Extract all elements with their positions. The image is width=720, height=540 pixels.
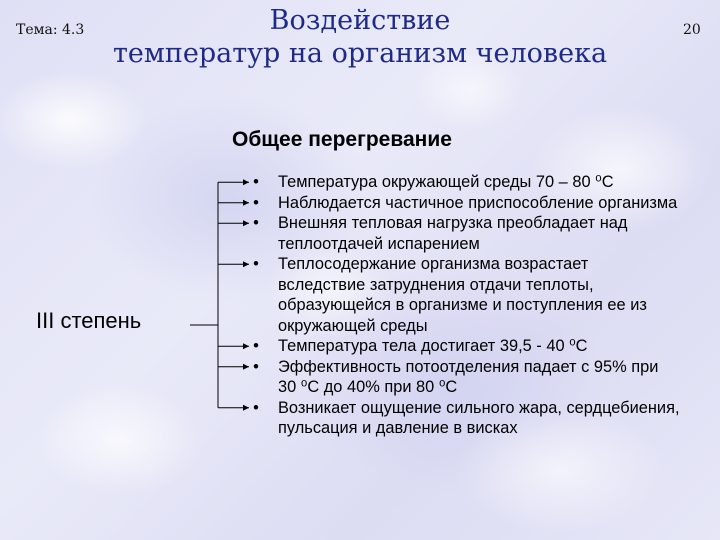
bullet-marker: • bbox=[253, 398, 259, 417]
arrowhead-icon bbox=[243, 405, 249, 411]
bullet-item bbox=[250, 398, 680, 439]
bullet-list bbox=[250, 172, 680, 439]
bullet-item bbox=[250, 172, 680, 193]
bullet-text: Наблюдается частичное приспособление организма bbox=[278, 193, 678, 212]
slide-title-line-2: температур на организм человека bbox=[112, 38, 608, 69]
bullet-text: Температура тела достигает 39,5 - 40 ⁰С bbox=[278, 337, 588, 355]
bullet-marker: • bbox=[253, 214, 259, 232]
bullet-marker: • bbox=[253, 255, 259, 273]
arrowhead-icon bbox=[243, 343, 249, 349]
bullet-item bbox=[250, 357, 680, 398]
bullet-text: Возникает ощущение сильного жара, сердцебиения, пульсация и давление в висках bbox=[278, 398, 680, 437]
arrowhead-icon bbox=[243, 200, 249, 206]
bullet-item bbox=[250, 193, 680, 214]
bullet-item bbox=[250, 254, 680, 336]
bullet-marker: • bbox=[253, 357, 259, 376]
arrowhead-icon bbox=[243, 261, 249, 267]
arrowhead-icon bbox=[243, 364, 249, 370]
slide-title-line-1: Воздействие bbox=[269, 5, 451, 36]
bullet-marker: • bbox=[253, 193, 259, 212]
bullet-item bbox=[250, 213, 680, 254]
bullet-text: Теплосодержание организма возрастает вследствие затруднения отдачи теплоты, образующейся в организме и поступления ее из окружающей среды bbox=[278, 255, 647, 335]
arrowhead-icon bbox=[243, 179, 249, 185]
degree-label: III степень bbox=[36, 308, 142, 333]
page-number: 20 bbox=[683, 22, 701, 38]
bullet-text: Температура окружающей среды 70 – 80 ⁰С bbox=[278, 173, 614, 191]
section-heading: Общее перегревание bbox=[232, 128, 452, 151]
topic-label: Тема: 4.3 bbox=[16, 22, 85, 38]
bullet-marker: • bbox=[253, 337, 259, 355]
bullet-text: Внешняя тепловая нагрузка преобладает над теплоотдачей испарением bbox=[278, 214, 628, 253]
bullet-text: Эффективность потоотделения падает с 95% при 30 ⁰С до 40% при 80 ⁰С bbox=[278, 357, 659, 396]
bullet-marker: • bbox=[253, 173, 259, 191]
arrowhead-icon bbox=[243, 220, 249, 226]
bullet-item bbox=[250, 336, 680, 357]
